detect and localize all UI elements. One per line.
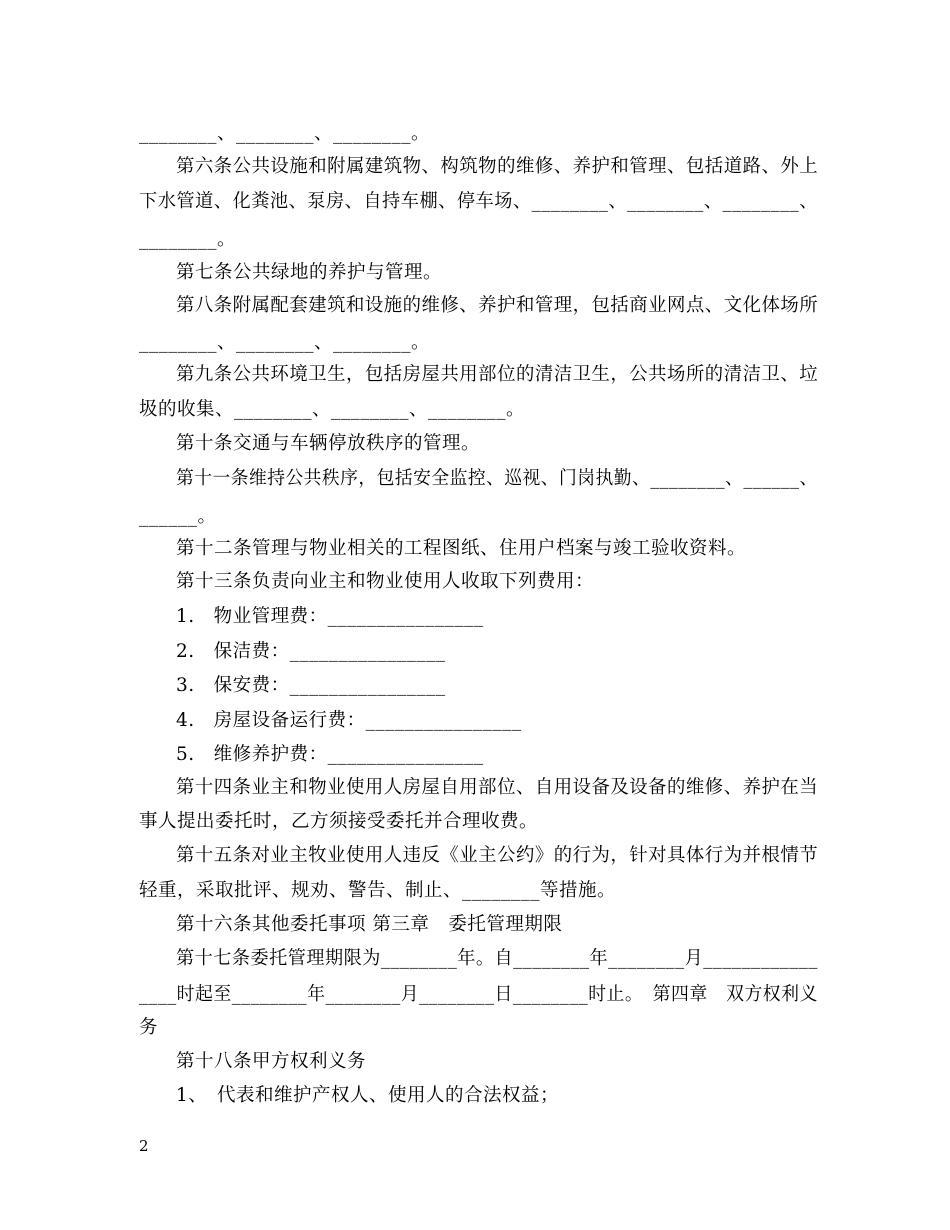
- text-line: ________。: [139, 229, 237, 250]
- fee-item: 3. 保安费：________________: [176, 675, 446, 696]
- text-line: 第十八条甲方权利义务: [176, 1051, 367, 1072]
- text-line: 第十二条管理与物业相关的工程图纸、住用户档案与竣工验收资料。: [176, 538, 747, 559]
- text-line: 第十五条对业主牧业使用人违反《业主公约》的行为，针对具体行为并根情节: [176, 845, 819, 866]
- text-line: ____时起至________年________月________日________时止。 第四章 双方权利义: [139, 984, 818, 1005]
- text-line: ________、________、________。: [139, 332, 431, 353]
- text-line: 第八条附属配套建筑和设施的维修、养护和管理，包括商业网点、文化体场所: [176, 295, 819, 316]
- text-line: 轻重，采取批评、规劝、警告、制止、________等措施。: [139, 880, 617, 901]
- fee-item: 4. 房屋设备运行费：________________: [176, 710, 522, 731]
- text-line: 第九条公共环境卫生，包括房屋共用部位的清洁卫生，公共场所的清洁卫、垃: [176, 364, 819, 385]
- text-line: 第十四条业主和物业使用人房屋自用部位、自用设备及设备的维修、养护在当: [176, 777, 819, 798]
- text-line: 第六条公共设施和附属建筑物、构筑物的维修、养护和管理、包括道路、外上: [176, 156, 819, 177]
- text-line: 第十七条委托管理期限为________年。自________年________月____________: [176, 948, 818, 969]
- text-line: ______。: [139, 506, 217, 527]
- text-line: 第十条交通与车辆停放秩序的管理。: [176, 433, 481, 454]
- text-line: 第十三条负责向业主和物业使用人收取下列费用：: [176, 571, 595, 592]
- fee-item: 5. 维修养护费：________________: [176, 744, 484, 765]
- fee-item: 1. 物业管理费：________________: [176, 606, 484, 627]
- text-line: ________、________、________。: [139, 123, 431, 144]
- text-line: 第十一条维持公共秩序，包括安全监控、巡视、门岗执勤、________、______、: [176, 468, 818, 489]
- fee-item: 2. 保洁费：________________: [176, 641, 446, 662]
- text-line: 事人提出委托时，乙方须接受委托并合理收费。: [139, 811, 539, 832]
- text-line: 第十六条其他委托事项 第三章 委托管理期限: [176, 914, 563, 935]
- page-number: 2: [139, 1137, 149, 1155]
- text-line: 第七条公共绿地的养护与管理。: [176, 262, 443, 283]
- text-line: 务: [139, 1017, 159, 1038]
- text-line: 1、 代表和维护产权人、使用人的合法权益；: [176, 1085, 560, 1106]
- text-line: 圾的收集、________、________、________。: [139, 399, 526, 420]
- text-line: 下水管道、化粪池、泵房、自持车棚、停车场、________、________、________、: [139, 191, 818, 212]
